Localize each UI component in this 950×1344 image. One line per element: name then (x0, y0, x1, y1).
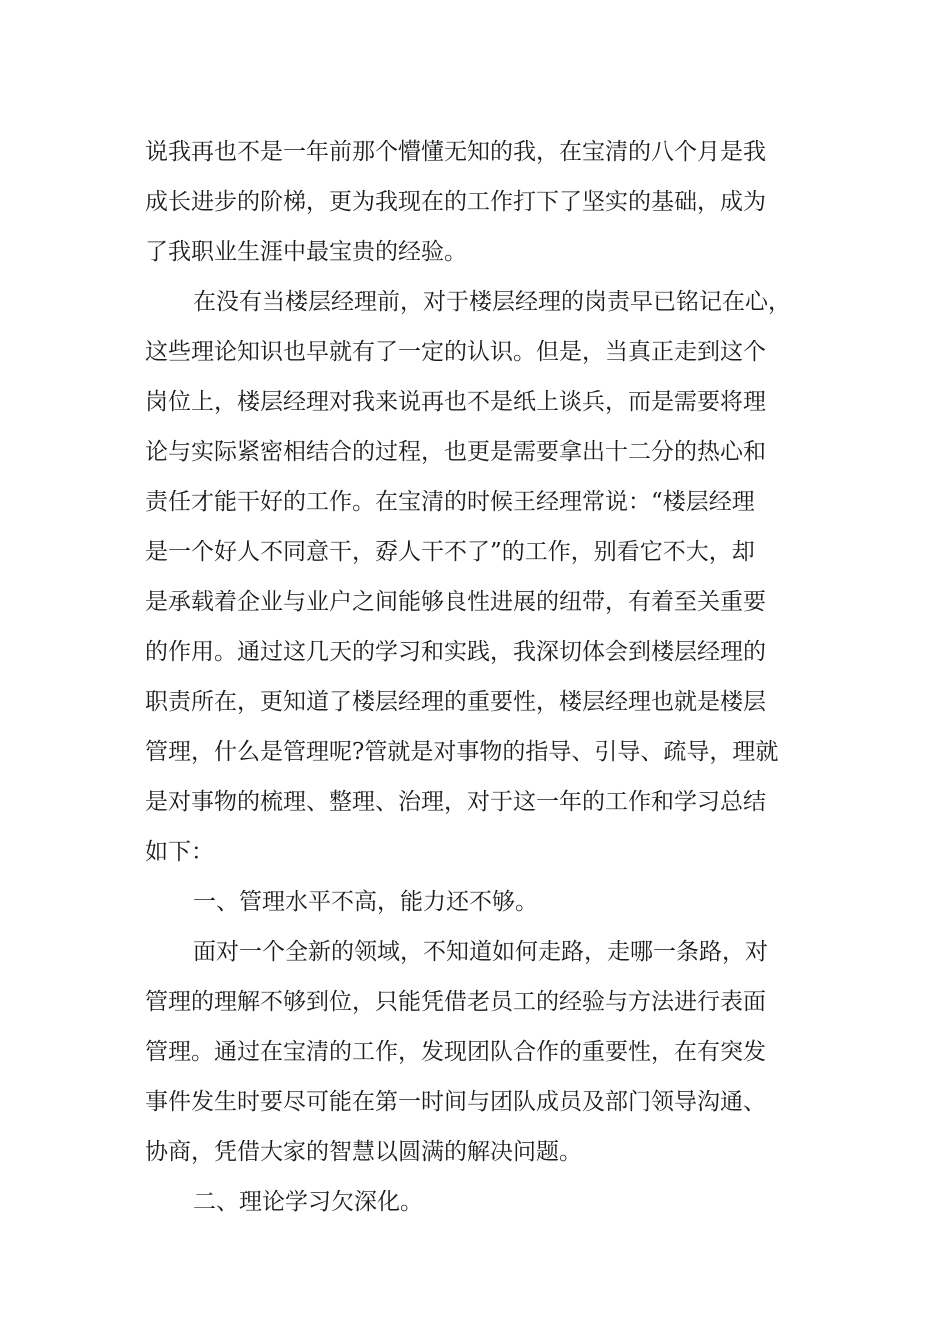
text-line: 了我职业生涯中最宝贵的经验。 (145, 239, 467, 265)
text-line: 说我再也不是一年前那个懵懂无知的我，在宝清的八个月是我 (145, 139, 766, 165)
text-line: 是承载着企业与业户之间能够良性进展的纽带，有着至关重要 (145, 589, 766, 615)
text-line: 责任才能干好的工作。在宝清的时候王经理常说：“楼层经理 (145, 489, 755, 515)
text-line: 是一个好人不同意干，孬人干不了”的工作，别看它不大，却 (145, 539, 755, 565)
text-line: 在没有当楼层经理前，对于楼层经理的岗责早已铭记在心， (193, 289, 791, 315)
text-line: 是对事物的梳理、整理、治理，对于这一年的工作和学习总结 (145, 789, 766, 815)
text-line: 的作用。通过这几天的学习和实践，我深切体会到楼层经理的 (145, 639, 766, 665)
text-line: 管理。通过在宝清的工作，发现团队合作的重要性，在有突发 (145, 1039, 766, 1065)
text-line: 职责所在，更知道了楼层经理的重要性，楼层经理也就是楼层 (145, 689, 766, 715)
text-line: 事件发生时要尽可能在第一时间与团队成员及部门领导沟通、 (145, 1089, 766, 1115)
text-line: 管理的理解不够到位，只能凭借老员工的经验与方法进行表面 (145, 989, 766, 1015)
text-line: 这些理论知识也早就有了一定的认识。但是，当真正走到这个 (145, 339, 766, 365)
section-heading: 一、管理水平不高，能力还不够。 (193, 889, 538, 915)
section-heading: 二、理论学习欠深化。 (193, 1189, 423, 1215)
text-line: 论与实际紧密相结合的过程，也更是需要拿出十二分的热心和 (145, 439, 766, 465)
text-line: 面对一个全新的领域，不知道如何走路，走哪一条路，对 (193, 939, 768, 965)
text-line: 如下： (145, 839, 214, 865)
text-line: 岗位上，楼层经理对我来说再也不是纸上谈兵，而是需要将理 (145, 389, 766, 415)
text-line: 成长进步的阶梯，更为我现在的工作打下了坚实的基础，成为 (145, 189, 766, 215)
text-line: 协商，凭借大家的智慧以圆满的解决问题。 (145, 1139, 582, 1165)
text-line: 管理，什么是管理呢?管就是对事物的指导、引导、疏导，理就 (145, 739, 779, 765)
